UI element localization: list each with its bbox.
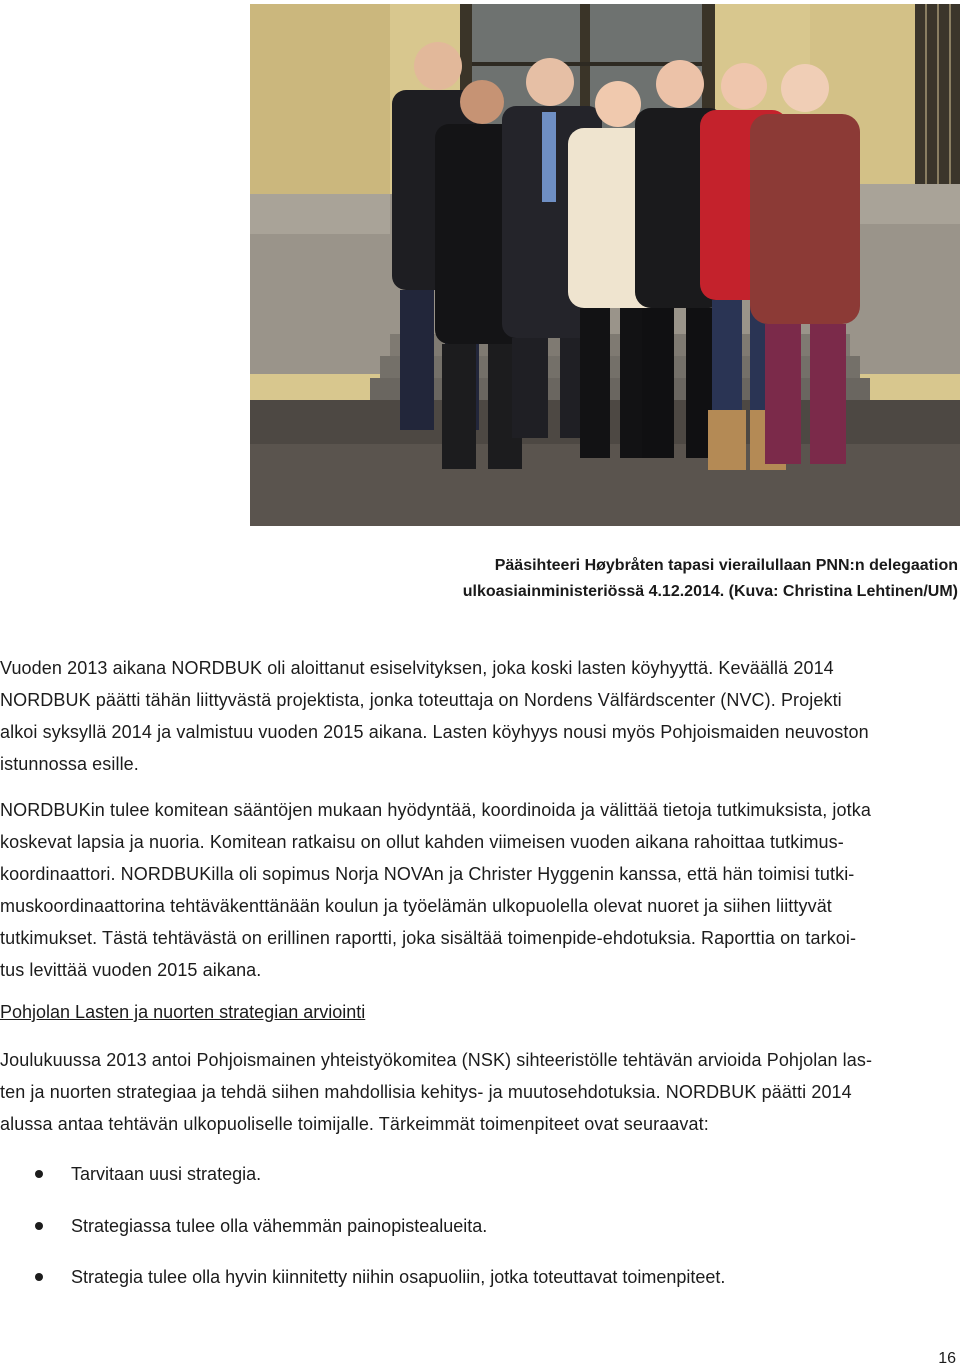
bullet-icon bbox=[35, 1273, 43, 1281]
list-item bbox=[0, 1261, 960, 1293]
paragraph-line: Joulukuussa 2013 antoi Pohjoismainen yhteistyökomitea (NSK) sihteeristölle tehtävän arvioida Pohjolan las- bbox=[0, 1050, 873, 1070]
bullet-list bbox=[0, 1158, 960, 1313]
paragraph-line: NORDBUKin tulee komitean sääntöjen mukaan hyödyntää, koordinoida ja välittää tietoja tutkimuksista, jotka bbox=[0, 800, 871, 820]
paragraph-research-coordination bbox=[0, 794, 960, 986]
paragraph-line: istunnossa esille. bbox=[0, 754, 139, 774]
group-photo bbox=[250, 4, 960, 526]
paragraph-line: muskoordinaattorina tehtäväkenttänään koulun ja työelämän ulkopuolella olevat nuoret ja siihen liittyvät bbox=[0, 896, 832, 916]
caption-line: ulkoasiainministeriössä 4.12.2014. (Kuva: Christina Lehtinen/UM) bbox=[462, 583, 958, 600]
paragraph-child-poverty bbox=[0, 652, 960, 780]
paragraph-line: koordinaattori. NORDBUKilla oli sopimus Norja NOVAn ja Christer Hyggenin kanssa, että hän toimisi tutki- bbox=[0, 864, 855, 884]
paragraph-line: Vuoden 2013 aikana NORDBUK oli aloittanut esiselvityksen, joka koski lasten köyhyyttä. Keväällä 2014 bbox=[0, 658, 834, 678]
paragraph-line: tus levittää vuoden 2015 aikana. bbox=[0, 960, 262, 980]
paragraph-line: alkoi syksyllä 2014 ja valmistuu vuoden 2015 aikana. Lasten köyhyys nousi myös Pohjoismaiden neuvoston bbox=[0, 722, 869, 742]
list-item-text: Strategia tulee olla hyvin kiinnitetty niihin osapuoliin, jotka toteuttavat toimenpiteet. bbox=[71, 1267, 726, 1287]
photo-caption bbox=[258, 553, 958, 605]
bullet-icon bbox=[35, 1170, 43, 1178]
section-heading: Pohjolan Lasten ja nuorten strategian arviointi bbox=[0, 1002, 366, 1022]
paragraph-line: koskevat lapsia ja nuoria. Komitean ratkaisu on ollut kahden viimeisen vuoden aikana rahoittaa tutkimus- bbox=[0, 832, 844, 852]
caption-line: Pääsihteeri Høybråten tapasi vierailullaan PNN:n delegaation bbox=[494, 557, 958, 574]
page-number: 16 bbox=[938, 1350, 956, 1367]
list-item-text: Tarvitaan uusi strategia. bbox=[71, 1164, 262, 1184]
list-item-text: Strategiassa tulee olla vähemmän painopistealueita. bbox=[71, 1215, 488, 1236]
bullet-icon bbox=[35, 1222, 43, 1230]
paragraph-line: alussa antaa tehtävän ulkopuoliselle toimijalle. Tärkeimmät toimenpiteet ovat seuraavat: bbox=[0, 1114, 709, 1134]
group-photo-illustration bbox=[250, 4, 960, 526]
paragraph-line: tutkimukset. Tästä tehtävästä on erillinen raportti, joka sisältää toimenpide-ehdotuksia. Raporttia on tarkoi- bbox=[0, 928, 857, 948]
list-item bbox=[0, 1210, 960, 1242]
list-item bbox=[0, 1158, 960, 1190]
paragraph-line: ten ja nuorten strategiaa ja tehdä siihen mahdollisia kehitys- ja muutosehdotuksia. NORDBUK päätti 2014 bbox=[0, 1082, 852, 1102]
paragraph-line: NORDBUK päätti tähän liittyvästä projektista, jonka toteuttaja on Nordens Välfärdscenter (NVC). Projekti bbox=[0, 690, 842, 710]
paragraph-strategy-evaluation bbox=[0, 1044, 960, 1140]
